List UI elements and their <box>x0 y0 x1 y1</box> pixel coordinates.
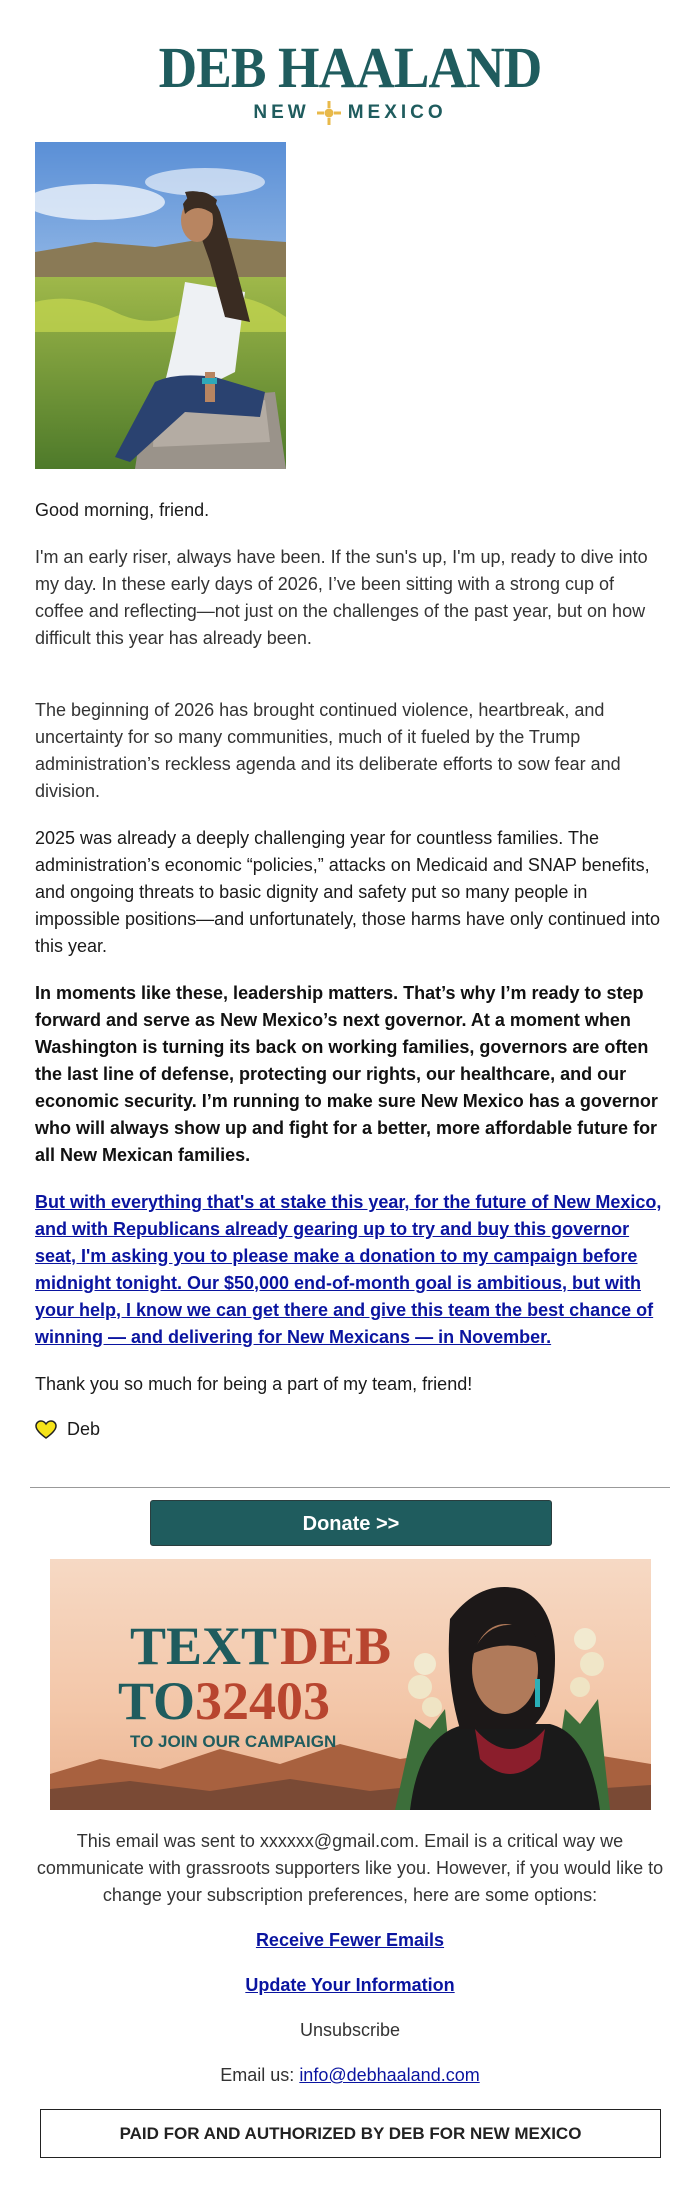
contact-line <box>35 2062 665 2089</box>
contact-label: Email us: <box>220 2065 295 2085</box>
thanks-line: Thank you so much for being a part of my team, friend! <box>35 1374 473 1394</box>
paragraph-early-riser: I'm an early riser, always have been. If the sun's up, I'm up, ready to dive into my day. In these early days of 2026, I’ve been sitting with a strong cup of coffee and reflecting—not just on the challenges of the past year, but on how difficult this year has already been. <box>35 547 648 648</box>
divider <box>30 1487 670 1488</box>
signature-name: Deb <box>67 1419 101 1439</box>
banner-deb: DEB <box>280 1616 392 1676</box>
logo-name: DEB HAALAND <box>158 35 542 100</box>
update-information-link[interactable]: Update Your Information <box>245 1975 455 1995</box>
paragraph-leadership: In moments like these, leadership matters. That’s why I’m ready to step forward and serve as New Mexico’s next governor. At a moment when Washington is turning its back on working families, governors are often the last line of defense, protecting our rights, our healthcare, and our economic security. I’m running to make sure New Mexico has a governor who will always show up and fight for a better, more affordable future for all New Mexican families. <box>35 983 658 1165</box>
heart-icon <box>35 1420 57 1440</box>
banner-number: 32403 <box>195 1671 330 1731</box>
zia-sun-icon <box>316 100 342 126</box>
banner-text: TEXT <box>130 1616 278 1676</box>
text-to-join-banner[interactable] <box>50 1559 651 1810</box>
paragraph-2026: The beginning of 2026 has brought continued violence, heartbreak, and uncertainty for so many communities, much of it fueled by the Trump administration’s reckless agenda and its deliberate efforts to sow fear and division. <box>35 700 621 801</box>
campaign-logo <box>0 35 700 126</box>
donation-ask-link[interactable]: But with everything that's at stake this year, for the future of New Mexico, and with Republicans already gearing up to try and buy this governor seat, I'm asking you to please make a donation to my campaign before midnight tonight. Our $50,000 end-of-month goal is ambitious, but with your help, I know we can get there and give this team the best chance of winning — and delivering for New Mexicans — in November. <box>35 1192 662 1347</box>
logo-state-left: NEW <box>253 102 310 123</box>
banner-to: TO <box>118 1671 196 1731</box>
candidate-photo <box>35 142 286 469</box>
signature <box>35 1416 665 1443</box>
paid-for-disclaimer: PAID FOR AND AUTHORIZED BY DEB FOR NEW MEXICO <box>40 2109 661 2158</box>
logo-state-right: MEXICO <box>347 102 447 123</box>
greeting: Good morning, friend. <box>35 500 210 520</box>
banner-subtitle: TO JOIN OUR CAMPAIGN <box>130 1732 337 1751</box>
email-footer <box>35 1828 665 2089</box>
email-body <box>35 497 665 1443</box>
logo-state <box>0 100 700 126</box>
unsubscribe-link[interactable]: Unsubscribe <box>299 2020 401 2040</box>
receive-fewer-emails-link[interactable]: Receive Fewer Emails <box>255 1930 445 1950</box>
paragraph-2025: 2025 was already a deeply challenging year for countless families. The administration’s economic “policies,” attacks on Medicaid and SNAP benefits, and ongoing threats to basic dignity and safety put so many people in impossible positions—and unfortunately, those harms have only continued into this year. <box>35 828 661 956</box>
donate-button[interactable]: Donate >> <box>150 1500 552 1546</box>
footer-notice: This email was sent to xxxxxx@gmail.com. Email is a critical way we communicate with grassroots supporters like you. However, if you would like to change your subscription preferences, here are some options: <box>36 1831 664 1905</box>
contact-email-link[interactable]: info@debhaaland.com <box>299 2065 480 2085</box>
